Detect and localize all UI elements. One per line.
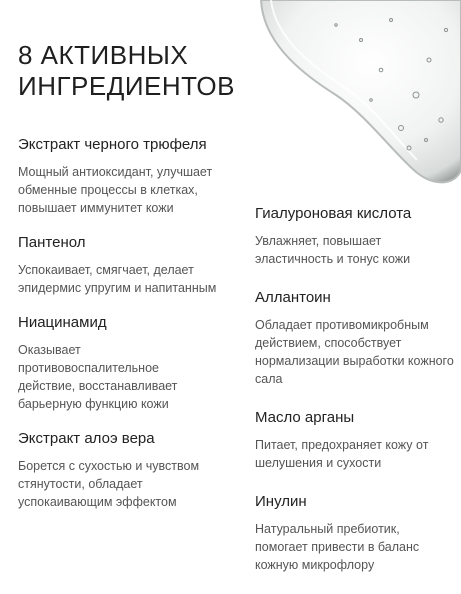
ingredient-name: Пантенол [18,234,86,251]
ingredient-name: Гиалуроновая кислота [255,205,412,222]
ingredient-item [18,314,218,413]
gel-drop-image [241,0,461,190]
ingredient-description: Натуральный пребиотик, помогает привести в баланс кожную микрофлору [255,522,420,572]
ingredients-right-column [255,205,455,594]
ingredient-description: Борется с сухостью и чувством стянутости, обладает успокаивающим эффектом [18,459,200,509]
page-title: 8 АКТИВНЫХ ИНГРЕДИЕНТОВ [18,40,235,101]
ingredient-description: Обладает противомикробным действием, способствует нормализации выработки кожного сала [255,318,454,386]
ingredient-item [18,234,218,297]
ingredient-description: Мощный антиоксидант, улучшает обменные процессы в клетках, повышает иммунитет кожи [18,165,213,215]
ingredient-item [18,430,218,511]
ingredient-item [255,409,455,472]
ingredient-name: Ниацинамид [18,314,107,331]
ingredient-description: Питает, предохраняет кожу от шелушения и сухости [255,438,429,470]
ingredient-name: Масло арганы [255,409,355,426]
ingredient-description: Увлажняет, повышает эластичность и тонус кожи [255,234,411,266]
ingredients-left-column [18,136,218,528]
ingredient-name: Экстракт черного трюфеля [18,136,207,153]
ingredient-name: Экстракт алоэ вера [18,430,155,447]
ingredient-name: Аллантоин [255,289,331,306]
ingredient-name: Инулин [255,493,307,510]
ingredient-description: Оказывает противовоспалительное действие, восстанавливает барьерную функцию кожи [18,343,178,411]
ingredient-item [18,136,218,217]
ingredient-item [255,205,455,268]
ingredient-description: Успокаивает, смягчает, делает эпидермис упругим и напитанным [18,263,217,295]
ingredient-item [255,289,455,388]
ingredient-item [255,493,455,574]
